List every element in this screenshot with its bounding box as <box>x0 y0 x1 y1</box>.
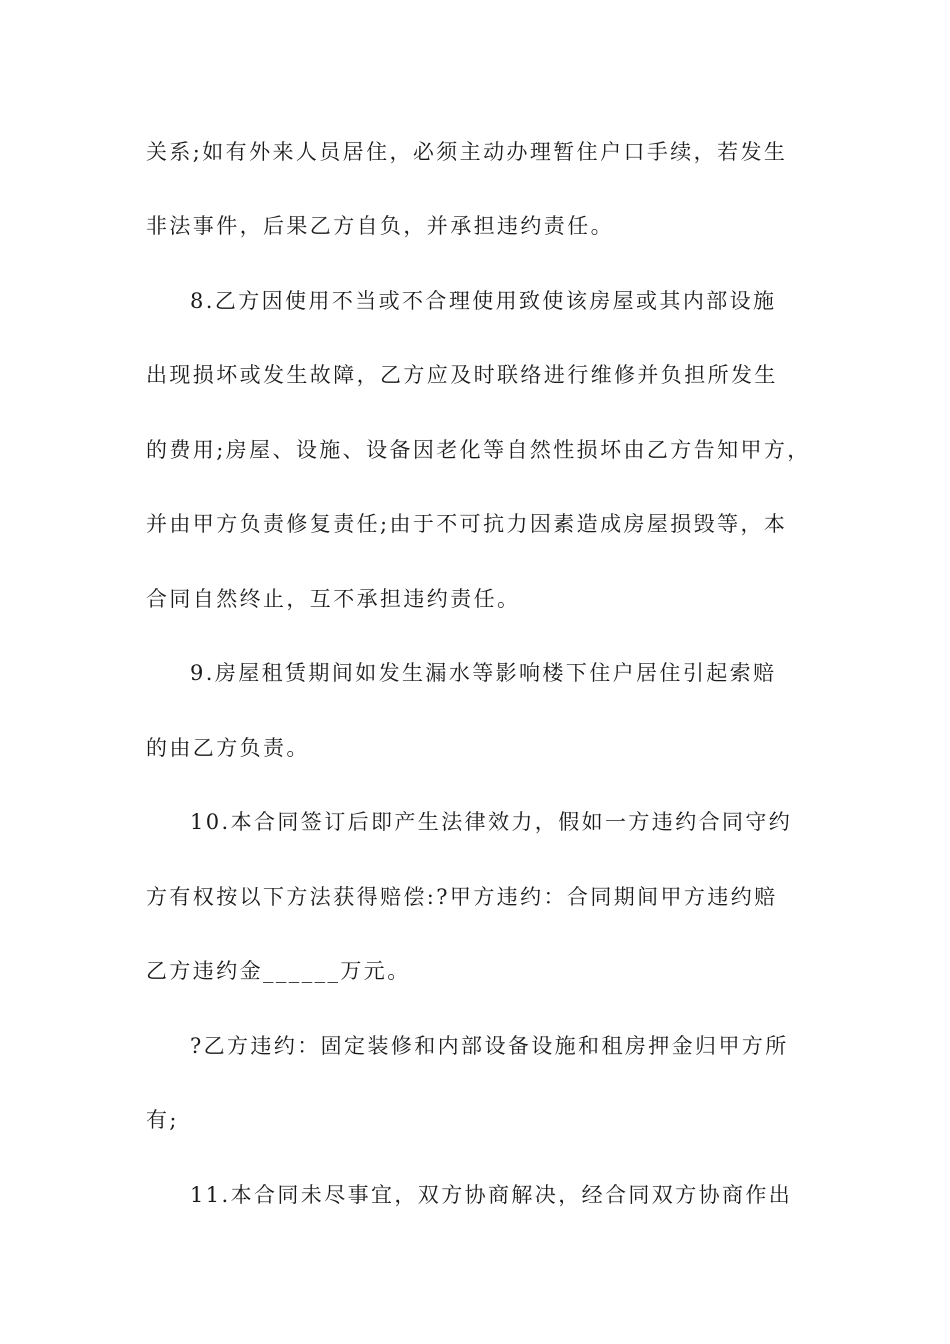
text-line: 合同自然终止，互不承担违约责任。 <box>146 587 521 611</box>
text-line: 的由乙方负责。 <box>146 736 310 760</box>
text-line: 非法事件，后果乙方自负，并承担违约责任。 <box>146 214 614 238</box>
text-line: 的费用;房屋、设施、设备因老化等自然性损坏由乙方告知甲方， <box>146 438 811 462</box>
paragraph-9-start: 9.房屋租赁期间如发生漏水等影响楼下住户居住引起索赔 <box>190 661 777 685</box>
paragraph-breach-b-start: ?乙方违约：固定装修和内部设备设施和租房押金归甲方所 <box>190 1034 789 1058</box>
text-line: 出现损坏或发生故障，乙方应及时联络进行维修并负担所发生 <box>146 363 778 387</box>
text-line: 关系;如有外来人员居住，必须主动办理暂住户口手续，若发生 <box>146 140 788 164</box>
paragraph-8-start: 8.乙方因使用不当或不合理使用致使该房屋或其内部设施 <box>190 289 777 313</box>
paragraph-10-start: 10.本合同签订后即产生法律效力，假如一方违约合同守约 <box>190 810 793 834</box>
text-line: 方有权按以下方法获得赔偿:?甲方违约：合同期间甲方违约赔 <box>146 885 778 909</box>
text-line: 乙方违约金______万元。 <box>146 959 411 983</box>
text-line: 有; <box>146 1108 179 1132</box>
text-line: 并由甲方负责修复责任;由于不可抗力因素造成房屋损毁等，本 <box>146 512 788 536</box>
paragraph-11-start: 11.本合同未尽事宜，双方协商解决，经合同双方协商作出 <box>190 1183 793 1207</box>
